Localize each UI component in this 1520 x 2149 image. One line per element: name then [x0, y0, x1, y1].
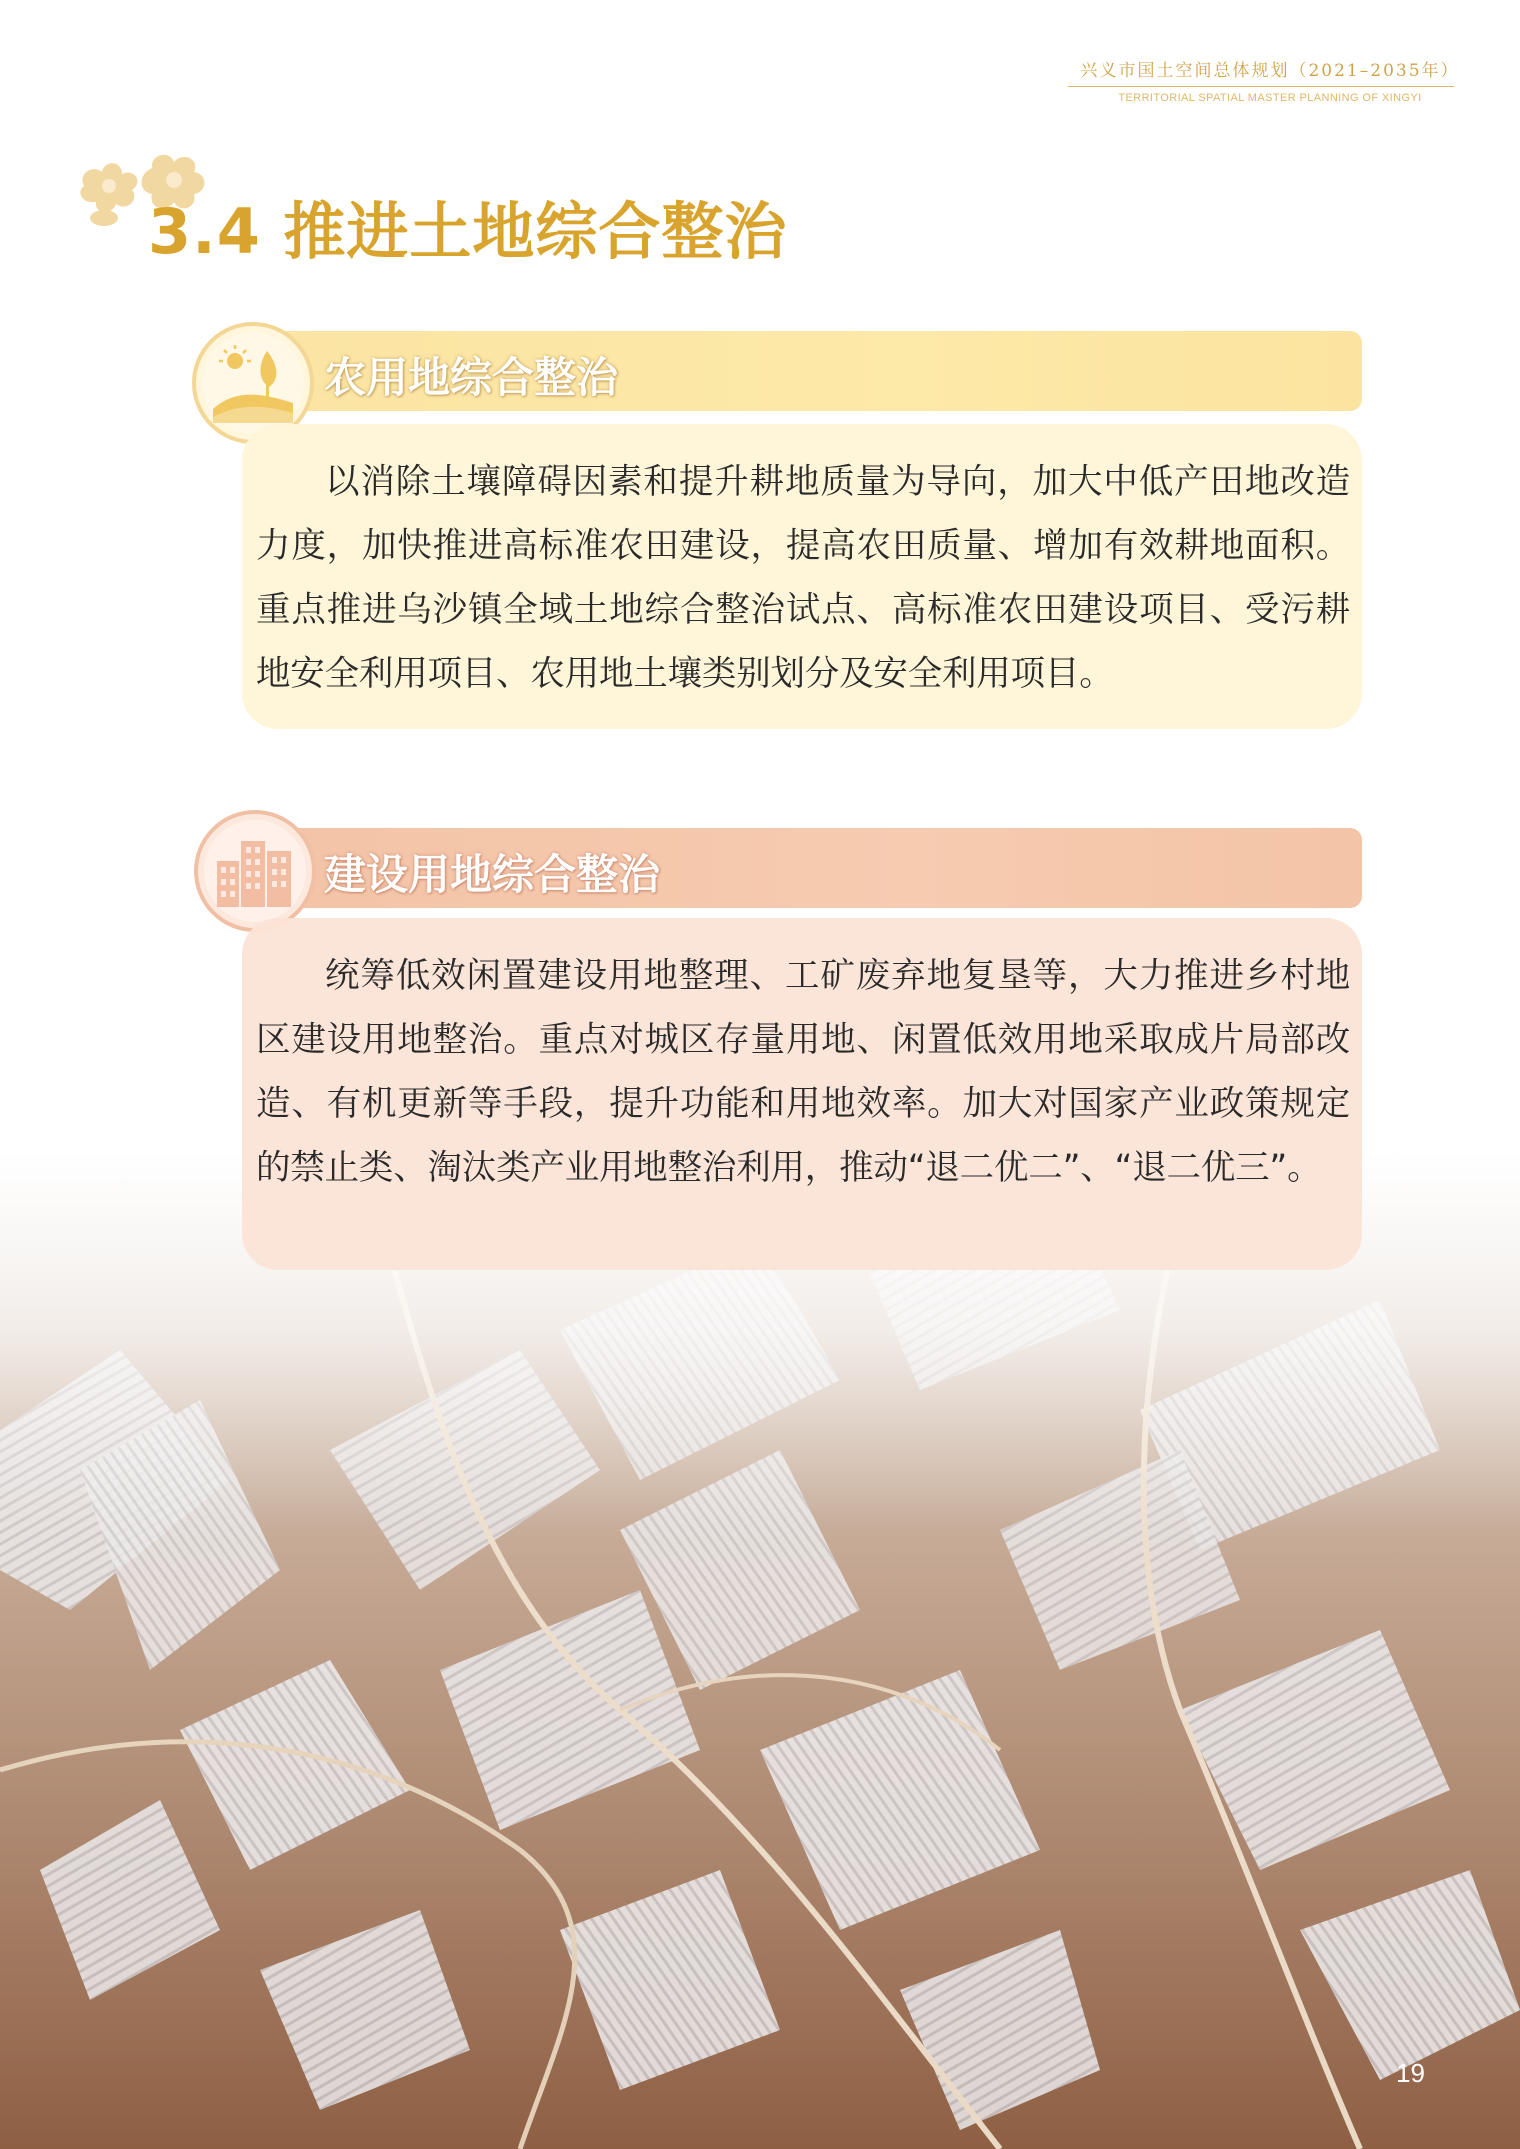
subsection-body-box-construction: [242, 918, 1362, 1270]
subsection-heading-construction: 建设用地综合整治: [324, 850, 661, 899]
header-title: 兴义市国土空间总体规划（2021–2035年）: [1080, 61, 1460, 81]
subsection-body-construction: 统筹低效闲置建设用地整理、工矿废弃地复垦等，大力推进乡村地区建设用地整治。重点对城区存量用地、闲置低效用地采取成片局部改造、有机更新等手段，提升功能和用地效率。加大对国家产业政策规定的禁止类、淘汰类产业用地整治利用，推动“退二优二”、“退二优三”。: [256, 956, 1350, 1188]
subsection-heading-farmland: 农用地综合整治: [324, 353, 619, 402]
subsection-body-box-farmland: [242, 424, 1362, 729]
header-divider: [1068, 86, 1454, 87]
section-title: 3.4 推进土地综合整治: [148, 195, 788, 268]
buildings-icon: [194, 810, 316, 932]
page-number: 19: [1396, 2058, 1425, 2088]
subsection-body-farmland: 以消除土壤障碍因素和提升耕地质量为导向，加大中低产田地改造力度，加快推进高标准农田建设，提高农田质量、增加有效耕地面积。重点推进乌沙镇全域土地综合整治试点、高标准农田建设项目、受污耕地安全利用项目、农用地土壤类别划分及安全利用项目。: [256, 462, 1350, 694]
aerial-farmland-photo: [0, 1150, 1520, 2149]
header-subtitle: TERRITORIAL SPATIAL MASTER PLANNING OF XINGYI: [1118, 92, 1422, 104]
